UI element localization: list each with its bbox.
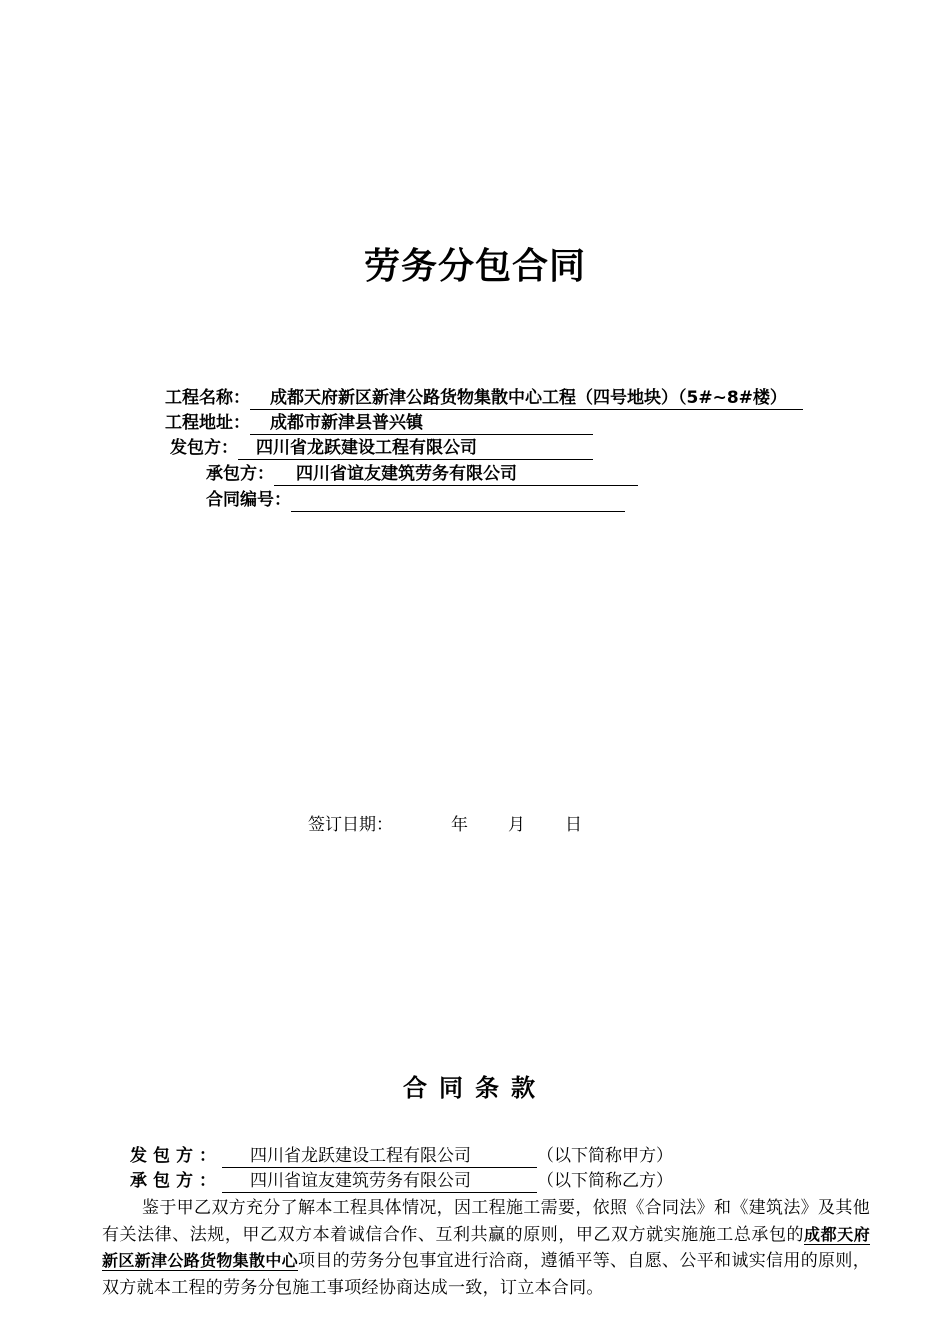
employer-row (170, 436, 593, 460)
preamble-project-name: 成都天府新区新津公路货物集散中心 (102, 1224, 871, 1270)
document-title: 劳务分包合同 (363, 246, 586, 287)
party-a-label: 发包方： (130, 1146, 222, 1165)
employer-value: 四川省龙跃建设工程有限公司 (256, 438, 477, 458)
project-address-row (165, 411, 593, 435)
contract-no-value (291, 489, 625, 512)
project-name-row (165, 386, 803, 410)
project-address-value-wrap (250, 412, 593, 435)
contract-no-row (206, 488, 625, 512)
project-address-value: 成都市新津县普兴镇 (270, 413, 423, 433)
party-b-row (130, 1169, 673, 1193)
clauses-title: 合同条款 (403, 1074, 547, 1102)
contractor-value: 四川省谊友建筑劳务有限公司 (296, 464, 517, 484)
sign-date-month: 月 (508, 815, 525, 834)
contractor-row (206, 462, 638, 486)
sign-date-year: 年 (451, 815, 468, 834)
party-b-note: （以下简称乙方） (537, 1171, 673, 1190)
party-b-value: 四川省谊友建筑劳务有限公司 (222, 1170, 537, 1193)
employer-value-wrap (238, 437, 593, 460)
project-name-value: 成都天府新区新津公路货物集散中心工程（四号地块）（5#~8#楼） (270, 388, 787, 408)
project-name-value-wrap (250, 387, 803, 410)
project-address-label: 工程地址： (165, 413, 250, 433)
party-a-note: （以下简称甲方） (537, 1146, 673, 1165)
employer-label: 发包方： (170, 438, 238, 458)
contract-no-label: 合同编号： (206, 490, 291, 510)
contractor-label: 承包方： (206, 464, 274, 484)
party-a-value: 四川省龙跃建设工程有限公司 (222, 1145, 537, 1168)
sign-date-day: 日 (565, 815, 582, 834)
preamble-part1: 鉴于甲乙双方充分了解本工程具体情况，因工程施工需要，依照《合同法》和《建筑法》及其他有关法律、法规，甲乙双方本着诚信合作、互利共赢的原则，甲乙双方就实施施工总承包的 (102, 1198, 870, 1244)
party-a-row (130, 1144, 673, 1168)
sign-date-row (308, 810, 582, 835)
preamble-part2: 项目的劳务分包事宜进行洽商，遵循平等、自愿、公平和诚实信用的原则，双方就本工程的劳务分包施工事项经协商达成一致，订立本合同。 (102, 1251, 870, 1297)
party-b-label: 承包方： (130, 1171, 222, 1190)
sign-date-label: 签订日期： (308, 815, 393, 834)
project-name-label: 工程名称： (165, 388, 250, 408)
preamble-paragraph (102, 1195, 870, 1301)
contractor-value-wrap (274, 463, 638, 486)
